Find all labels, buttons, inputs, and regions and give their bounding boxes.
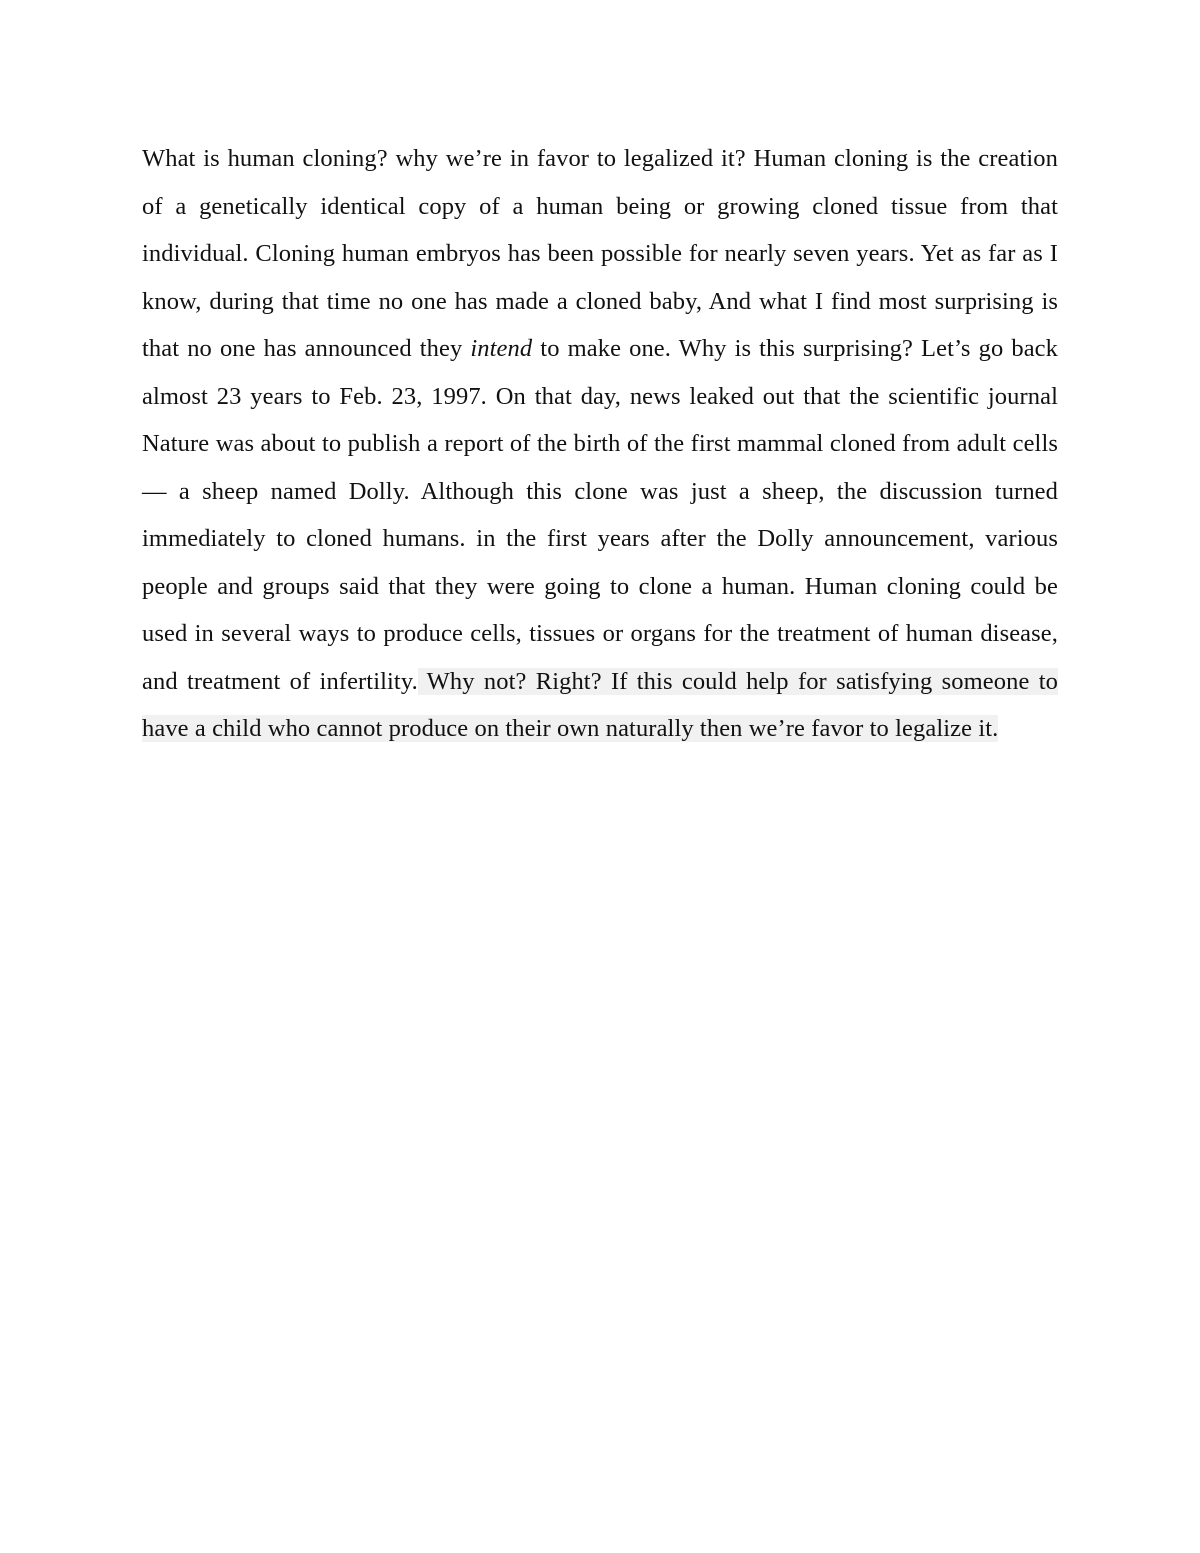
highlighted-text: Why not? Right? If this could help for satisfying someone to have a child who cannot produce on their own naturally then we’re favor to legalize it. <box>142 667 1058 742</box>
paragraph-text: What is human cloning? why we’re in favor to legalized it? Human cloning is the creation of a genetically identical copy of a human being or growing cloned tissue from that individual. Cloning human embryos has been possible for nearly seven years. Yet as far as I know, during that time no one has made a cloned baby, And what I find most surprising is that no one has announced they <box>142 145 1058 362</box>
body-paragraph <box>142 135 1058 753</box>
paragraph-text-continued: to make one. Why is this surprising? Let’s go back almost 23 years to Feb. 23, 1997. On that day, news leaked out that the scientific journal Nature was about to publish a report of the birth of the first mammal cloned from adult cells — a sheep named Dolly. Although this clone was just a sheep, the discussion turned immediately to cloned humans. in the first years after the Dolly announcement, various people and groups said that they were going to clone a human. Human cloning could be used in several ways to produce cells, tissues or organs for the treatment of human disease, and treatment of infertility. <box>142 335 1058 695</box>
emphasized-word: intend <box>470 335 533 362</box>
